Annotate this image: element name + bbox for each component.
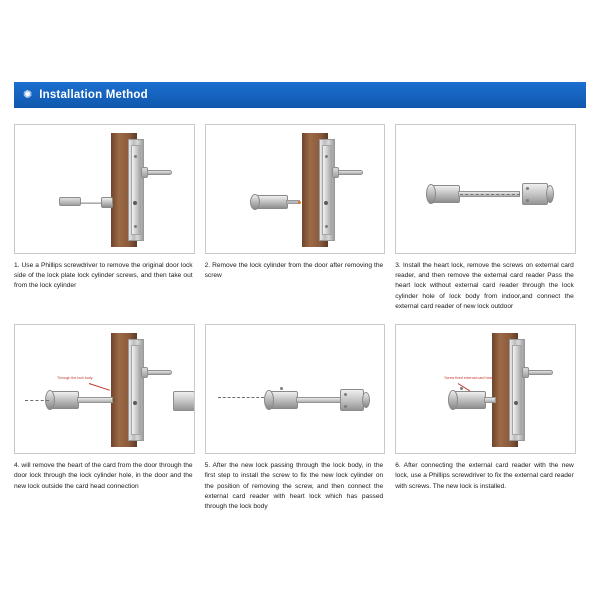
card-reader-cap — [546, 185, 554, 203]
annotation-screw-fixed-external-card-head: Screw fixed external card head — [444, 376, 494, 381]
lock-plate-inner — [131, 145, 141, 235]
cylinder-screw — [280, 387, 283, 390]
figure-pass-through-lock-body — [14, 324, 195, 454]
connecting-shaft — [77, 397, 113, 403]
cylinder-cam — [298, 201, 301, 204]
door-handle — [525, 370, 553, 375]
external-card-reader — [340, 389, 364, 411]
step-card-3 — [395, 124, 586, 312]
cylinder-cap — [250, 194, 260, 210]
alignment-guide — [218, 397, 264, 398]
step-caption: 6. After connecting the external card reader with the new lock, use a Phillips screwdriver to fix the external card reader with screws. The new lock is installed. — [395, 462, 574, 490]
alignment-guide — [25, 400, 49, 401]
handle-base — [522, 367, 529, 378]
step-caption: 3. Install the heart lock, remove the screws on external card reader, and then remove the external card reader Pass the heart lock without external card reader through the lock cylinder hole of lock body from indoor,and connect the external card reader of new lock outdoor — [395, 262, 574, 310]
page-title: Installation Method — [39, 89, 148, 101]
connecting-shaft — [484, 397, 496, 403]
fixing-screw-top — [344, 393, 347, 396]
external-card-reader — [173, 391, 195, 411]
cylinder-cap — [264, 390, 274, 410]
figure-install-heart-lock — [395, 124, 576, 254]
step-card-4 — [14, 324, 205, 512]
figure-remove-cylinder-screws — [14, 124, 195, 254]
step-card-6 — [395, 324, 586, 512]
step-caption: 1. Use a Phillips screwdriver to remove the original door lock side of the lock plate lock cylinder screws, and then take out from the lock cylinder — [14, 262, 193, 290]
lock-cylinder — [101, 197, 113, 208]
handle-base — [141, 367, 148, 378]
keyhole — [324, 201, 328, 205]
step-card-5 — [205, 324, 396, 512]
figure-remove-lock-cylinder — [205, 124, 386, 254]
alignment-guide — [460, 194, 520, 195]
lock-plate-inner — [322, 145, 332, 235]
handle-base — [332, 167, 339, 178]
annotation-through-lock-body: Through the lock body — [57, 376, 93, 381]
steps-grid — [14, 124, 586, 512]
lock-plate-inner — [512, 345, 522, 435]
figure-fix-external-card-reader — [395, 324, 576, 454]
handle-base — [141, 167, 148, 178]
lock-plate-inner — [131, 345, 141, 435]
plate-screw-bottom — [134, 225, 137, 228]
plate-screw-bottom — [325, 225, 328, 228]
screwdriver-handle — [59, 197, 81, 206]
door-handle — [144, 170, 172, 175]
plate-screw-top — [134, 155, 137, 158]
asterisk-icon: ✺ — [23, 88, 33, 101]
door-handle — [335, 170, 363, 175]
card-reader-cap — [362, 392, 370, 408]
connecting-shaft — [296, 397, 342, 403]
figure-fix-new-cylinder — [205, 324, 386, 454]
step-card-1 — [14, 124, 205, 312]
section-header — [14, 82, 586, 108]
door-handle — [144, 370, 172, 375]
step-caption: 4. will remove the heart of the card from the door through the door lock through the lock cylinder hole, in the door and the new lock outside the card head connection — [14, 462, 193, 490]
step-caption: 2. Remove the lock cylinder from the door after removing the screw — [204, 262, 384, 280]
annotation-leader-line — [89, 383, 110, 391]
keyhole — [133, 201, 137, 205]
step-card-2 — [205, 124, 396, 312]
fixing-screw-bottom — [344, 405, 347, 408]
step-caption: 5. After the new lock passing through the lock body, in the first step to install the screw to fix the new lock cylinder on the position of removing the screw, and then connect the external card reader with heart lock which has passed through the lock body — [204, 462, 384, 510]
plate-screw-top — [325, 155, 328, 158]
